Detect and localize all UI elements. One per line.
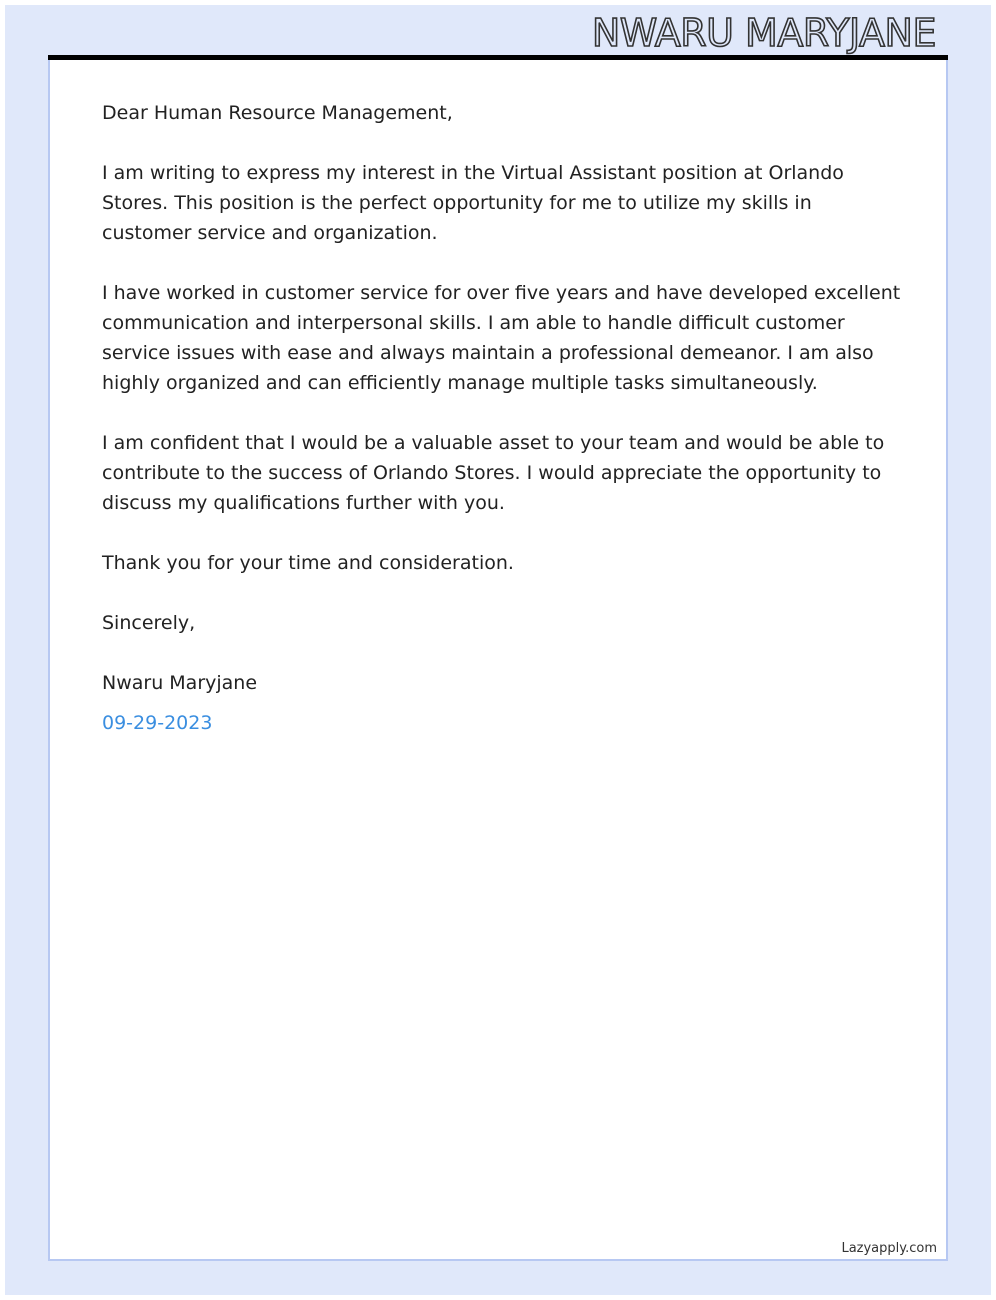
salutation: Dear Human Resource Management,	[102, 102, 453, 124]
closing: Sincerely,	[102, 612, 196, 634]
paragraph-confidence: I am confident that I would be a valuable asset to your team and would be able to contribute to the success of Orlando Stores. I would appreciate the opportunity to discuss my qualifications further with you.	[102, 432, 885, 514]
paragraph-experience: I have worked in customer service for over five years and have developed excellent communication and interpersonal skills. I am able to handle difficult customer service issues with ease and always maintain a professional demeanor. I am also highly organized and can efficiently manage multiple tasks simultaneously.	[102, 282, 901, 394]
paragraph-intro: I am writing to express my interest in the Virtual Assistant position at Orlando Stores. This position is the perfect opportunity for me to utilize my skills in customer service and organization.	[102, 162, 844, 244]
letter-date: 09-29-2023	[102, 712, 213, 734]
signature-name: Nwaru Maryjane	[102, 672, 258, 694]
applicant-name-header: NWARU MARYJANE	[591, 11, 936, 55]
footer-brand: Lazyapply.com	[841, 1241, 937, 1256]
letter-body	[102, 98, 902, 738]
letter-sheet	[48, 60, 948, 1261]
paragraph-thanks: Thank you for your time and consideration.	[102, 552, 514, 574]
